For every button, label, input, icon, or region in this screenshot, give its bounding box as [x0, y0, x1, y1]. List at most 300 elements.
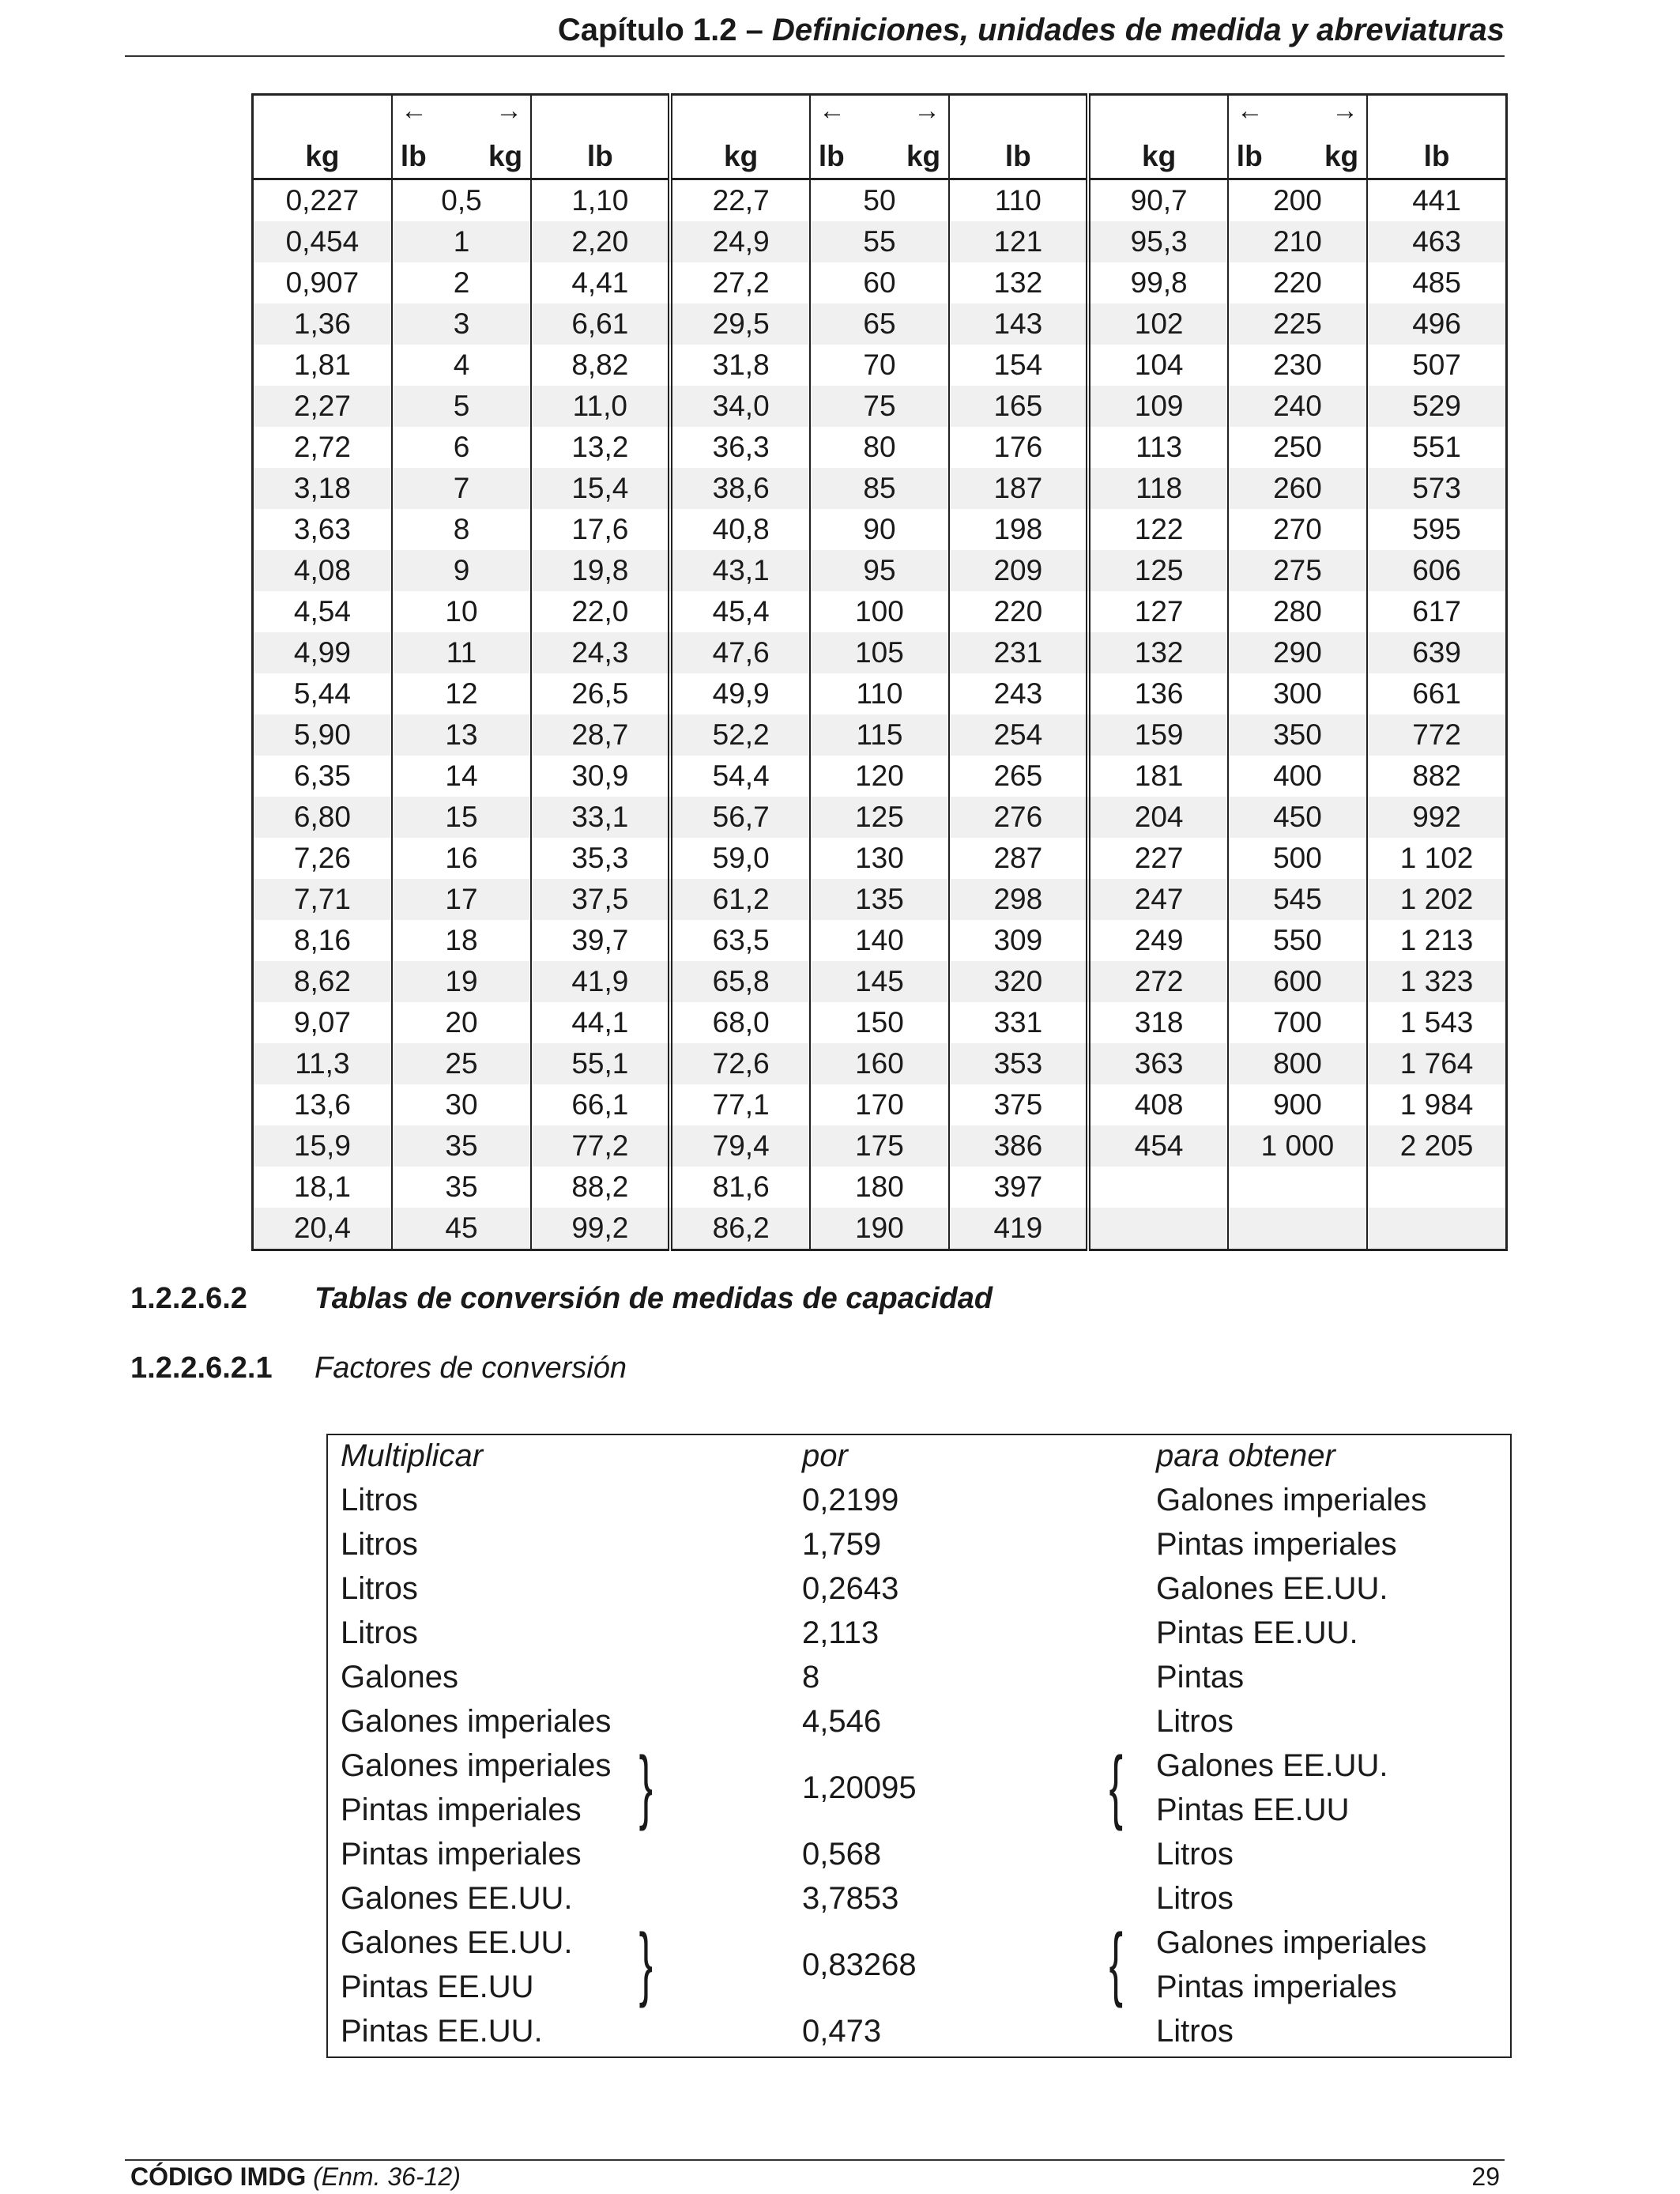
table-cell: 143: [949, 303, 1088, 345]
table-row: [253, 714, 1507, 756]
factor-row: [328, 1660, 1510, 1704]
table-cell: 115: [810, 714, 949, 756]
table-cell: 90,7: [1088, 179, 1227, 222]
factor-to: Galones imperiales: [1156, 1483, 1427, 1517]
section-number: 1.2.2.6.2: [130, 1282, 247, 1315]
table-cell: 99,8: [1088, 262, 1227, 303]
table-cell: 118: [1088, 468, 1227, 509]
table-cell: 102: [1088, 303, 1227, 345]
header-lb: lb: [1367, 95, 1506, 179]
table-cell: 36,3: [670, 427, 809, 468]
table-cell: 56,7: [670, 797, 809, 838]
table-row: [253, 468, 1507, 509]
table-cell: 275: [1228, 550, 1367, 591]
table-cell: 13,6: [253, 1084, 392, 1125]
factor-to: Litros: [1156, 1881, 1234, 1916]
table-cell: 408: [1088, 1084, 1227, 1125]
table-cell: 15,4: [531, 468, 670, 509]
table-cell: 145: [810, 961, 949, 1002]
factor-row: [328, 1483, 1510, 1527]
table-cell: 2 205: [1367, 1125, 1506, 1167]
table-cell: 18: [392, 920, 531, 961]
footer-code: [130, 2162, 461, 2192]
table-cell: 3: [392, 303, 531, 345]
factor-row: [328, 2014, 1510, 2058]
table-cell: 39,7: [531, 920, 670, 961]
table-cell: 210: [1228, 221, 1367, 262]
table-cell: 227: [1088, 838, 1227, 879]
table-cell: 350: [1228, 714, 1367, 756]
table-cell: 8,82: [531, 345, 670, 386]
factor-to: Litros: [1156, 2014, 1234, 2049]
table-cell: 31,8: [670, 345, 809, 386]
table-cell: 450: [1228, 797, 1367, 838]
table-cell: 37,5: [531, 879, 670, 920]
table-cell: 249: [1088, 920, 1227, 961]
table-cell: 26,5: [531, 673, 670, 714]
table-cell: 75: [810, 386, 949, 427]
header-to-obtain: para obtener: [1156, 1438, 1335, 1473]
table-row: [253, 550, 1507, 591]
table-cell: 11,3: [253, 1043, 392, 1084]
table-cell: 165: [949, 386, 1088, 427]
factor-to: Litros: [1156, 1704, 1234, 1739]
table-cell: 41,9: [531, 961, 670, 1002]
table-row: [253, 1084, 1507, 1125]
table-cell: [1088, 1208, 1227, 1250]
factor-value: 0,83268: [802, 1947, 917, 1982]
table-cell: 1 323: [1367, 961, 1506, 1002]
factor-from: Galones EE.UU.: [341, 1925, 573, 1960]
table-cell: 45: [392, 1208, 531, 1250]
table-cell: 54,4: [670, 756, 809, 797]
table-cell: 104: [1088, 345, 1227, 386]
table-cell: [1367, 1167, 1506, 1208]
table-cell: 0,227: [253, 179, 392, 222]
table-cell: 99,2: [531, 1208, 670, 1250]
factor-to: Litros: [1156, 1837, 1234, 1872]
table-row: [253, 1167, 1507, 1208]
arrow-right-icon: →: [913, 96, 941, 126]
table-cell: 240: [1228, 386, 1367, 427]
factor-to: Pintas: [1156, 1660, 1245, 1695]
table-cell: 992: [1367, 797, 1506, 838]
mass-table-body: [253, 179, 1507, 1250]
factor-from: Galones imperiales: [341, 1704, 612, 1739]
table-cell: 700: [1228, 1002, 1367, 1043]
table-cell: 6,80: [253, 797, 392, 838]
table-cell: 6: [392, 427, 531, 468]
table-cell: 9,07: [253, 1002, 392, 1043]
table-cell: 15: [392, 797, 531, 838]
table-cell: 113: [1088, 427, 1227, 468]
table-cell: 550: [1228, 920, 1367, 961]
table-cell: 2,20: [531, 221, 670, 262]
table-cell: 331: [949, 1002, 1088, 1043]
factor-from: Pintas imperiales: [341, 1837, 582, 1872]
table-cell: 1,10: [531, 179, 670, 222]
table-cell: 95,3: [1088, 221, 1227, 262]
subsection-number: 1.2.2.6.2.1: [130, 1351, 273, 1385]
factor-group-value-row: [328, 1770, 1510, 1815]
table-cell: 7,71: [253, 879, 392, 920]
conversion-factors-table: [326, 1434, 1512, 2058]
table-cell: 309: [949, 920, 1088, 961]
table-cell: 50: [810, 179, 949, 222]
factor-row: [328, 1615, 1510, 1660]
table-cell: 66,1: [531, 1084, 670, 1125]
table-cell: 10: [392, 591, 531, 632]
header-lb: lb: [400, 140, 427, 172]
header-divider: [125, 55, 1505, 57]
table-cell: 13,2: [531, 427, 670, 468]
table-cell: 125: [1088, 550, 1227, 591]
table-cell: 20: [392, 1002, 531, 1043]
header-lb: lb: [1236, 140, 1263, 172]
table-cell: 77,1: [670, 1084, 809, 1125]
factor-from: Galones: [341, 1660, 458, 1695]
factor-value: 0,2199: [802, 1483, 899, 1517]
table-cell: 397: [949, 1167, 1088, 1208]
factor-from: Litros: [341, 1483, 418, 1517]
table-cell: 105: [810, 632, 949, 673]
table-cell: [1088, 1167, 1227, 1208]
table-cell: 320: [949, 961, 1088, 1002]
table-cell: 140: [810, 920, 949, 961]
table-cell: 220: [1228, 262, 1367, 303]
factor-value: 0,473: [802, 2014, 882, 2049]
table-cell: 19: [392, 961, 531, 1002]
table-cell: 2: [392, 262, 531, 303]
table-cell: 49,9: [670, 673, 809, 714]
table-cell: 200: [1228, 179, 1367, 222]
table-cell: 11,0: [531, 386, 670, 427]
factor-from: Litros: [341, 1615, 418, 1650]
table-cell: 17: [392, 879, 531, 920]
table-row: [253, 1125, 1507, 1167]
table-cell: 35,3: [531, 838, 670, 879]
table-cell: 318: [1088, 1002, 1227, 1043]
table-cell: 176: [949, 427, 1088, 468]
table-cell: 59,0: [670, 838, 809, 879]
table-cell: 88,2: [531, 1167, 670, 1208]
table-cell: 639: [1367, 632, 1506, 673]
table-cell: 132: [949, 262, 1088, 303]
table-cell: 135: [810, 879, 949, 920]
table-cell: 9: [392, 550, 531, 591]
table-cell: 272: [1088, 961, 1227, 1002]
page-header-title: [558, 13, 1505, 48]
table-cell: 573: [1367, 468, 1506, 509]
table-cell: 95: [810, 550, 949, 591]
amendment: (Enm. 36-12): [313, 2162, 461, 2191]
factor-value: 3,7853: [802, 1881, 899, 1916]
table-cell: 28,7: [531, 714, 670, 756]
table-cell: 79,4: [670, 1125, 809, 1167]
table-cell: 55: [810, 221, 949, 262]
header-kg: kg: [488, 140, 523, 172]
table-cell: 496: [1367, 303, 1506, 345]
table-cell: 1,81: [253, 345, 392, 386]
table-cell: 6,35: [253, 756, 392, 797]
table-cell: 109: [1088, 386, 1227, 427]
chapter-title: Definiciones, unidades de medida y abreviaturas: [772, 13, 1505, 47]
table-cell: 1 764: [1367, 1043, 1506, 1084]
table-cell: 204: [1088, 797, 1227, 838]
table-cell: 122: [1088, 509, 1227, 550]
header-kg: kg: [670, 95, 809, 179]
factor-row: [328, 1837, 1510, 1881]
table-cell: 4,54: [253, 591, 392, 632]
table-cell: 300: [1228, 673, 1367, 714]
table-cell: 800: [1228, 1043, 1367, 1084]
header-kg: kg: [1324, 140, 1359, 172]
table-cell: 4,41: [531, 262, 670, 303]
table-cell: 276: [949, 797, 1088, 838]
table-cell: 35: [392, 1167, 531, 1208]
table-cell: 150: [810, 1002, 949, 1043]
table-cell: 121: [949, 221, 1088, 262]
table-cell: 27,2: [670, 262, 809, 303]
header-kg: kg: [906, 140, 941, 172]
table-cell: 85: [810, 468, 949, 509]
table-cell: 5,44: [253, 673, 392, 714]
factor-group-value-row: [328, 1947, 1510, 1992]
factor-from: Pintas EE.UU.: [341, 2014, 543, 2049]
table-cell: 280: [1228, 591, 1367, 632]
header-lb-kg-arrows: [1228, 95, 1367, 179]
table-cell: 545: [1228, 879, 1367, 920]
table-cell: 110: [949, 179, 1088, 222]
factor-from: Litros: [341, 1527, 418, 1562]
table-cell: 13: [392, 714, 531, 756]
table-cell: 136: [1088, 673, 1227, 714]
table-cell: 375: [949, 1084, 1088, 1125]
table-cell: 1 202: [1367, 879, 1506, 920]
factors-header-row: [328, 1438, 1510, 1483]
table-cell: 441: [1367, 179, 1506, 222]
table-cell: 86,2: [670, 1208, 809, 1250]
arrow-right-icon: →: [1332, 96, 1359, 126]
factor-to: Pintas EE.UU.: [1156, 1615, 1358, 1650]
table-cell: 81,6: [670, 1167, 809, 1208]
table-row: [253, 427, 1507, 468]
table-row: [253, 179, 1507, 222]
table-cell: 24,9: [670, 221, 809, 262]
factor-value: 1,20095: [802, 1770, 917, 1805]
table-cell: [1367, 1208, 1506, 1250]
table-row: [253, 303, 1507, 345]
table-cell: 617: [1367, 591, 1506, 632]
factor-to: Galones imperiales: [1156, 1925, 1427, 1960]
right-brace-icon: }: [638, 1740, 654, 1832]
factor-to: Pintas EE.UU: [1156, 1793, 1350, 1827]
table-cell: 14: [392, 756, 531, 797]
table-cell: 5,90: [253, 714, 392, 756]
table-cell: 34,0: [670, 386, 809, 427]
table-cell: 65: [810, 303, 949, 345]
table-cell: 454: [1088, 1125, 1227, 1167]
table-row: [253, 838, 1507, 879]
factor-to: Pintas imperiales: [1156, 1527, 1397, 1562]
table-cell: 25: [392, 1043, 531, 1084]
table-cell: 250: [1228, 427, 1367, 468]
table-cell: 180: [810, 1167, 949, 1208]
table-row: [253, 673, 1507, 714]
factor-from: Galones imperiales: [341, 1748, 612, 1783]
table-cell: 254: [949, 714, 1088, 756]
table-cell: 529: [1367, 386, 1506, 427]
table-cell: 2,72: [253, 427, 392, 468]
header-kg: kg: [253, 95, 392, 179]
factor-from: Galones EE.UU.: [341, 1881, 573, 1916]
table-cell: 1: [392, 221, 531, 262]
table-cell: 80: [810, 427, 949, 468]
table-cell: 170: [810, 1084, 949, 1125]
table-cell: 298: [949, 879, 1088, 920]
table-cell: 159: [1088, 714, 1227, 756]
factor-to: Galones EE.UU.: [1156, 1571, 1388, 1606]
table-cell: 29,5: [670, 303, 809, 345]
table-cell: 8,16: [253, 920, 392, 961]
header-lb-kg-arrows: [810, 95, 949, 179]
table-cell: 72,6: [670, 1043, 809, 1084]
table-cell: 230: [1228, 345, 1367, 386]
table-cell: 600: [1228, 961, 1367, 1002]
table-cell: 243: [949, 673, 1088, 714]
header-lb-kg-arrows: [392, 95, 531, 179]
table-cell: 16: [392, 838, 531, 879]
table-cell: 4,99: [253, 632, 392, 673]
table-cell: 55,1: [531, 1043, 670, 1084]
table-cell: 125: [810, 797, 949, 838]
table-cell: 400: [1228, 756, 1367, 797]
table-cell: 120: [810, 756, 949, 797]
table-cell: 17,6: [531, 509, 670, 550]
table-cell: 265: [949, 756, 1088, 797]
factor-to: Galones EE.UU.: [1156, 1748, 1388, 1783]
table-cell: 15,9: [253, 1125, 392, 1167]
arrow-left-icon: ←: [1236, 96, 1264, 126]
table-cell: 4: [392, 345, 531, 386]
table-cell: 1 213: [1367, 920, 1506, 961]
arrow-left-icon: ←: [818, 96, 846, 126]
table-cell: 500: [1228, 838, 1367, 879]
table-row: [253, 1043, 1507, 1084]
table-cell: 0,907: [253, 262, 392, 303]
subsection-title: Factores de conversión: [315, 1351, 627, 1385]
factor-from: Pintas imperiales: [341, 1793, 582, 1827]
page-number: 29: [1471, 2162, 1500, 2191]
table-cell: 900: [1228, 1084, 1367, 1125]
table-row: [253, 920, 1507, 961]
table-cell: 19,8: [531, 550, 670, 591]
mass-table-header-row: [253, 95, 1507, 179]
table-cell: 1 543: [1367, 1002, 1506, 1043]
table-cell: 61,2: [670, 879, 809, 920]
table-cell: [1228, 1167, 1367, 1208]
table-row: [253, 756, 1507, 797]
table-cell: 0,454: [253, 221, 392, 262]
table-cell: 18,1: [253, 1167, 392, 1208]
table-row: [253, 632, 1507, 673]
table-row: [253, 1002, 1507, 1043]
table-cell: 2,27: [253, 386, 392, 427]
table-cell: 24,3: [531, 632, 670, 673]
table-cell: 11: [392, 632, 531, 673]
table-cell: 3,63: [253, 509, 392, 550]
table-cell: 419: [949, 1208, 1088, 1250]
table-cell: 220: [949, 591, 1088, 632]
header-lb: lb: [818, 140, 845, 172]
table-cell: 20,4: [253, 1208, 392, 1250]
table-cell: 154: [949, 345, 1088, 386]
table-cell: 160: [810, 1043, 949, 1084]
table-cell: 247: [1088, 879, 1227, 920]
factor-value: 8: [802, 1660, 820, 1695]
table-cell: 130: [810, 838, 949, 879]
table-cell: 12: [392, 673, 531, 714]
table-cell: 485: [1367, 262, 1506, 303]
mass-conversion-table: [251, 93, 1508, 1251]
table-cell: 38,6: [670, 468, 809, 509]
table-cell: 40,8: [670, 509, 809, 550]
table-row: [253, 345, 1507, 386]
table-cell: 100: [810, 591, 949, 632]
factor-row: [328, 1571, 1510, 1615]
table-cell: 225: [1228, 303, 1367, 345]
code-name: CÓDIGO IMDG: [130, 2162, 307, 2191]
table-cell: 30: [392, 1084, 531, 1125]
header-by: por: [802, 1438, 848, 1473]
table-cell: 190: [810, 1208, 949, 1250]
factor-value: 1,759: [802, 1527, 882, 1562]
table-cell: 90: [810, 509, 949, 550]
table-cell: 110: [810, 673, 949, 714]
table-cell: 132: [1088, 632, 1227, 673]
table-cell: 551: [1367, 427, 1506, 468]
factor-row: [328, 1704, 1510, 1748]
table-cell: 43,1: [670, 550, 809, 591]
table-cell: 22,0: [531, 591, 670, 632]
table-cell: 882: [1367, 756, 1506, 797]
table-cell: 290: [1228, 632, 1367, 673]
factor-row: [328, 1881, 1510, 1925]
factor-value: 4,546: [802, 1704, 882, 1739]
table-cell: 7,26: [253, 838, 392, 879]
table-cell: 30,9: [531, 756, 670, 797]
factor-from: Pintas EE.UU: [341, 1970, 534, 2004]
table-cell: 7: [392, 468, 531, 509]
table-row: [253, 386, 1507, 427]
table-cell: 4,08: [253, 550, 392, 591]
factor-from: Litros: [341, 1571, 418, 1606]
table-cell: 44,1: [531, 1002, 670, 1043]
table-cell: 63,5: [670, 920, 809, 961]
factor-to: Pintas imperiales: [1156, 1970, 1397, 2004]
table-cell: 68,0: [670, 1002, 809, 1043]
table-cell: 8: [392, 509, 531, 550]
table-cell: 33,1: [531, 797, 670, 838]
table-cell: 47,6: [670, 632, 809, 673]
table-cell: 209: [949, 550, 1088, 591]
table-row: [253, 961, 1507, 1002]
arrow-left-icon: ←: [400, 96, 428, 126]
table-cell: 772: [1367, 714, 1506, 756]
table-row: [253, 221, 1507, 262]
table-cell: 60: [810, 262, 949, 303]
arrow-right-icon: →: [495, 96, 523, 126]
